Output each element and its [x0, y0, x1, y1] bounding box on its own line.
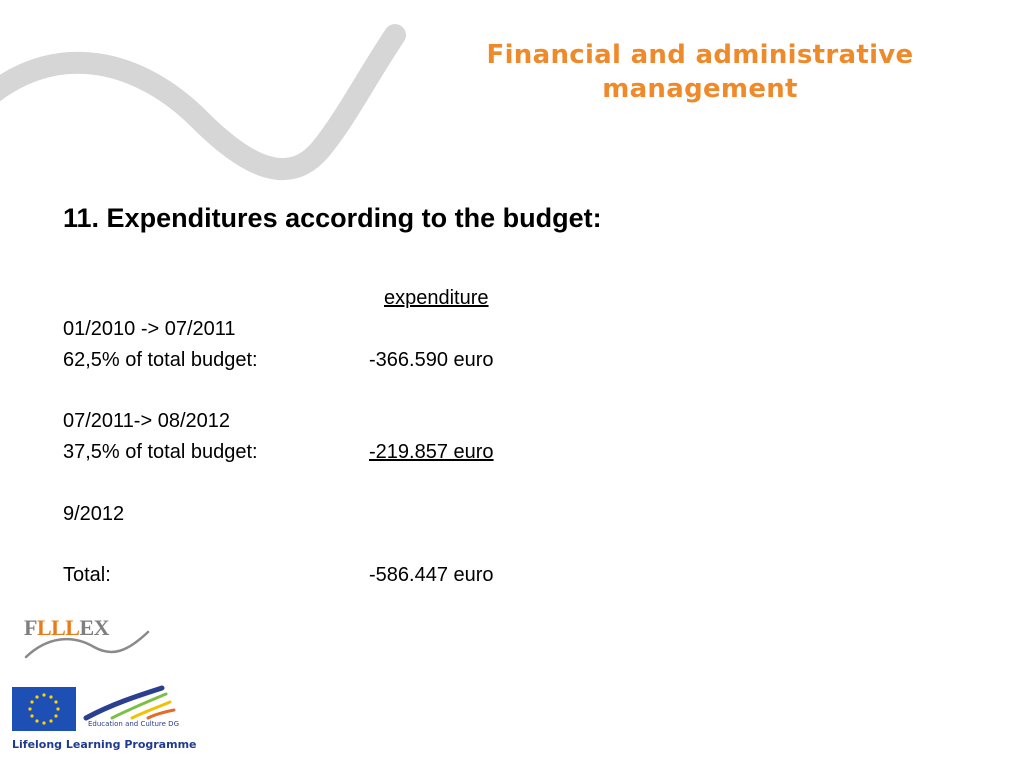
period-label-1: 01/2010 -> 07/2011 — [63, 318, 236, 340]
lifelong-learning-label: Lifelong Learning Programme — [12, 738, 197, 751]
share-label-2: 37,5% of total budget: — [63, 441, 258, 463]
total-label: Total: — [63, 564, 111, 586]
fllex-letters-lll: LLL — [36, 615, 80, 640]
section-heading: 11. Expenditures according to the budget: — [63, 203, 602, 233]
expenditure-value-1: -366.590 euro — [369, 349, 494, 371]
period-label-3: 9/2012 — [63, 503, 125, 525]
expenditure-column-header: expenditure — [384, 287, 489, 309]
fllex-letters-ex: EX — [79, 615, 110, 640]
period-label-2: 07/2011-> 08/2012 — [63, 410, 231, 432]
fllex-logo — [22, 612, 152, 662]
total-value: -586.447 euro — [369, 564, 494, 586]
share-label-1: 62,5% of total budget: — [63, 349, 258, 371]
eu-flag-icon — [12, 687, 76, 731]
swoosh-decoration — [0, 0, 420, 200]
slide-title: Financial and administrative management — [486, 40, 914, 104]
fllex-swoosh-icon — [22, 612, 152, 662]
education-culture-label: Education and Culture DG — [88, 720, 179, 728]
expenditure-value-2: -219.857 euro — [369, 441, 494, 463]
fllex-letter-f: F — [24, 615, 37, 640]
